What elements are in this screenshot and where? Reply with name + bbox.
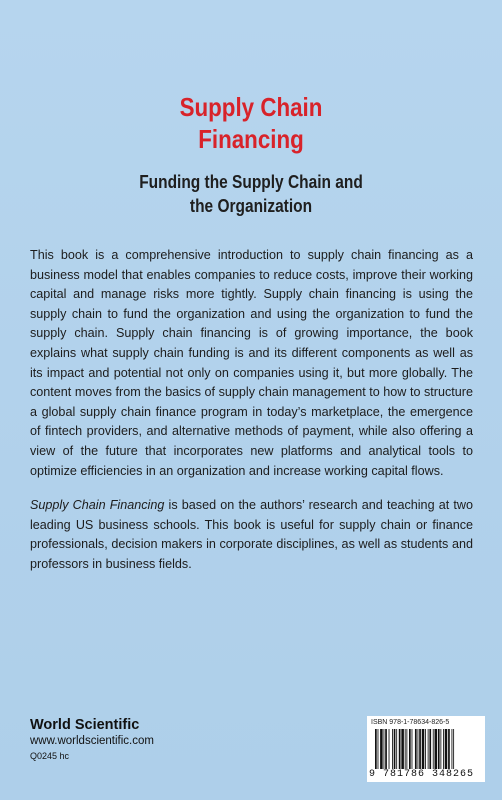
barcode-bar — [448, 729, 450, 769]
book-description-secondary-text: is based on the authors’ research and teaching at two leading US business schools. This book is useful for supply chain or finance professionals, decision makers in corporate disciplines, as well as students and professors in business fields. — [30, 498, 473, 571]
book-title-italic: Supply Chain Financing — [30, 498, 165, 512]
barcode-bar — [389, 729, 390, 769]
barcode-bar — [396, 729, 397, 769]
barcode-bar — [419, 729, 421, 769]
book-title-line2: Financing — [198, 124, 304, 154]
barcode-bar — [452, 729, 453, 769]
publisher-block — [30, 716, 154, 763]
book-title — [35, 91, 467, 155]
barcode-bar — [428, 729, 429, 769]
barcode-bar — [375, 729, 377, 769]
barcode-bar — [415, 729, 417, 769]
barcode-bar — [453, 729, 454, 769]
barcode-bar — [412, 729, 413, 769]
barcode-bar — [433, 729, 434, 769]
barcode-bars — [375, 729, 479, 769]
barcode-digits: 9 781786 348265 — [369, 769, 475, 780]
barcode-bar — [425, 729, 426, 769]
barcode-bar — [392, 729, 393, 769]
barcode-bar — [418, 729, 419, 769]
barcode-bar — [422, 729, 425, 769]
barcode-bar — [409, 729, 411, 769]
book-title-line1: Supply Chain — [179, 92, 323, 122]
barcode-bar — [384, 729, 385, 769]
publisher-code: Q0245 hc — [30, 751, 70, 761]
barcode-bar — [406, 729, 407, 769]
publisher-url: www.worldscientific.com — [30, 735, 154, 747]
barcode-bar — [429, 729, 431, 769]
barcode-bar — [401, 729, 404, 769]
book-subtitle-line1: Funding the Supply Chain and — [139, 172, 363, 192]
barcode-bar — [399, 729, 401, 769]
book-description: This book is a comprehensive introduction to supply chain financing as a business model that enables companies to reduce costs, improve their working capital and manage risks more tightly. Supply chain financing is using the supply chain to fund the organization and using the organization to fund the supply chain. Supply chain financing is of growing importance, the book explains what supply chain funding is and its different components as well as its impact and potential not only on companies using it, but more globally. The content moves from the basics of supply chain management to how to structure a global supply chain finance program in today’s marketplace, the emergence of fintech providers, and alternative methods of payment, while also offering a view of the future that incorporates new platforms and analytical tools to optimize efficiencies in an organization and increase working capital flows. — [30, 248, 473, 478]
publisher-name: World Scientific — [30, 717, 140, 733]
barcode — [367, 716, 485, 782]
barcode-bar — [440, 729, 441, 769]
barcode-bar — [394, 729, 396, 769]
barcode-bar — [378, 729, 379, 769]
barcode-bar — [445, 729, 448, 769]
barcode-bar — [380, 729, 383, 769]
barcode-bar — [438, 729, 440, 769]
book-subtitle — [35, 170, 467, 218]
isbn-label: ISBN 978-1-78634-826-5 — [371, 719, 450, 726]
barcode-bar — [443, 729, 444, 769]
book-description-secondary — [30, 496, 473, 574]
book-subtitle-line2: the Organization — [189, 196, 313, 216]
barcode-bar — [405, 729, 406, 769]
barcode-bar — [435, 729, 438, 769]
barcode-bar — [385, 729, 387, 769]
